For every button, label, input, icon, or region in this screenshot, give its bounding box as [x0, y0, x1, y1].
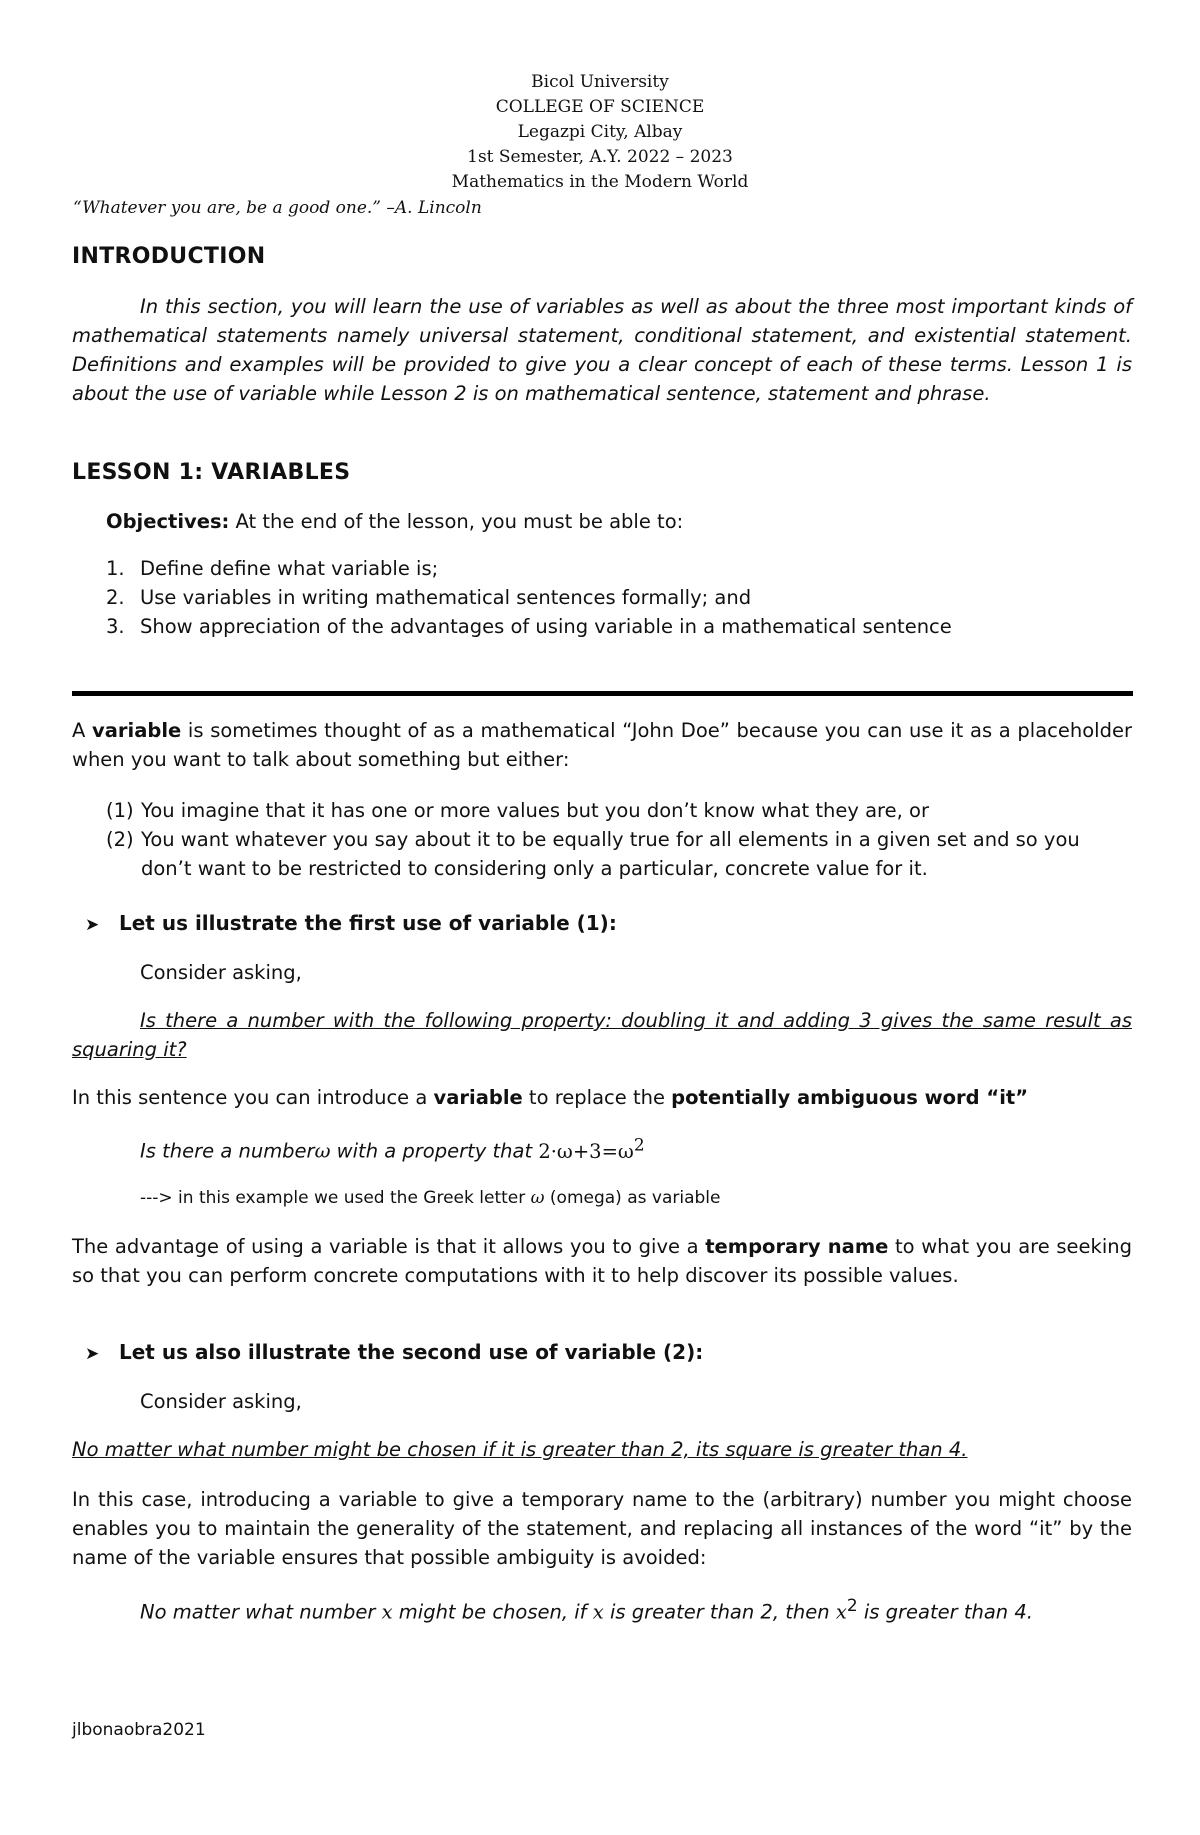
objectives-label: Objectives:	[106, 510, 230, 533]
objective-number: 3.	[106, 615, 125, 638]
variable-definition: A variable is sometimes thought of as a mathematical “John Doe” because you can use it as a placeholder when you want to talk about something but either:	[72, 719, 1132, 771]
college-name: COLLEGE OF SCIENCE	[495, 97, 705, 117]
introduction-text: In this section, you will learn the use of variables as well as about the three most important kinds of mathematical statements namely universal statement, conditional statement, and existential statement. Definitions and examples will be provided to give you a clear concept of each of these terms. Lesson 1 is about the use of variable while Lesson 2 is on mathematical sentence, statement and phrase.	[72, 295, 1132, 405]
objective-item	[106, 586, 751, 609]
objective-number: 2.	[106, 586, 125, 609]
consider-asking-2: Consider asking,	[140, 1390, 302, 1413]
advantage-paragraph: The advantage of using a variable is that it allows you to give a temporary name to what you are seeking so that you can perform concrete computations with it to help discover its possible values.	[72, 1235, 1133, 1287]
use-text: You imagine that it has one or more values but you don’t know what they are, or	[141, 799, 929, 822]
objectives-line	[106, 510, 683, 533]
omega-question: Is there a numberω with a property that $2\cdot\omega+3=\omega^2$	[140, 1135, 645, 1163]
course-title: Mathematics in the Modern World	[451, 172, 749, 192]
objective-text: Show appreciation of the advantages of using variable in a mathematical sentence	[140, 615, 952, 638]
use-text: You want whatever you say about it to be equally true for all elements in a given set and so you don’t want to be restricted to considering only a particular, concrete value for it.	[141, 828, 1080, 880]
variable-term: variable	[92, 719, 182, 742]
university-name: Bicol University	[531, 72, 669, 92]
omega-equation: $2\cdot\omega+3=\omega^2$	[538, 1135, 645, 1163]
author-footer: jlbonaobra2021	[72, 1720, 206, 1740]
objective-text: Use variables in writing mathematical sentences formally; and	[140, 586, 752, 609]
objectives-text: At the end of the lesson, you must be able to:	[229, 510, 684, 533]
introduce-variable-sentence: In this sentence you can introduce a variable to replace the potentially ambiguous word “it”	[72, 1086, 1029, 1109]
lincoln-quote: “Whatever you are, be a good one.” –A. Lincoln	[73, 198, 482, 218]
use-item-1	[106, 796, 1132, 825]
use-tag: (1)	[106, 799, 134, 822]
lesson-heading: LESSON 1: VARIABLES	[72, 460, 351, 485]
consider-asking-1: Consider asking,	[140, 961, 302, 984]
x-statement: No matter what number x might be chosen, if x is greater than 2, then $x^2$ is greater than 4.	[140, 1596, 1033, 1624]
second-use-heading: ➤ Let us also illustrate the second use of variable (2):	[85, 1340, 704, 1364]
use-item-2	[106, 825, 1132, 883]
semester: 1st Semester, A.Y. 2022 – 2023	[467, 147, 733, 167]
case-paragraph: In this case, introducing a variable to give a temporary name to the (arbitrary) number you might choose enables you to maintain the generality of the statement, and replacing all instances of the word “it” by the name of the variable ensures that possible ambiguity is avoided:	[72, 1488, 1132, 1569]
objective-item	[106, 557, 438, 580]
location: Legazpi City, Albay	[517, 122, 683, 142]
introduction-heading: INTRODUCTION	[72, 244, 266, 269]
objective-number: 1.	[106, 557, 125, 580]
first-use-heading: ➤ Let us illustrate the first use of variable (1):	[85, 911, 617, 935]
arrowhead-bullet-icon: ➤	[85, 915, 100, 935]
use-tag: (2)	[106, 828, 134, 851]
question-1: Is there a number with the following property: doubling it and adding 3 gives the same result as squaring it?	[72, 1009, 1132, 1061]
omega-note: ---> in this example we used the Greek letter ω (omega) as variable	[140, 1188, 721, 1208]
section-divider	[72, 691, 1133, 696]
arrowhead-bullet-icon: ➤	[85, 1344, 100, 1364]
question-2: No matter what number might be chosen if it is greater than 2, its square is greater than 4.	[72, 1438, 968, 1461]
objective-text: Define define what variable is;	[140, 557, 439, 580]
objective-item	[106, 615, 952, 638]
